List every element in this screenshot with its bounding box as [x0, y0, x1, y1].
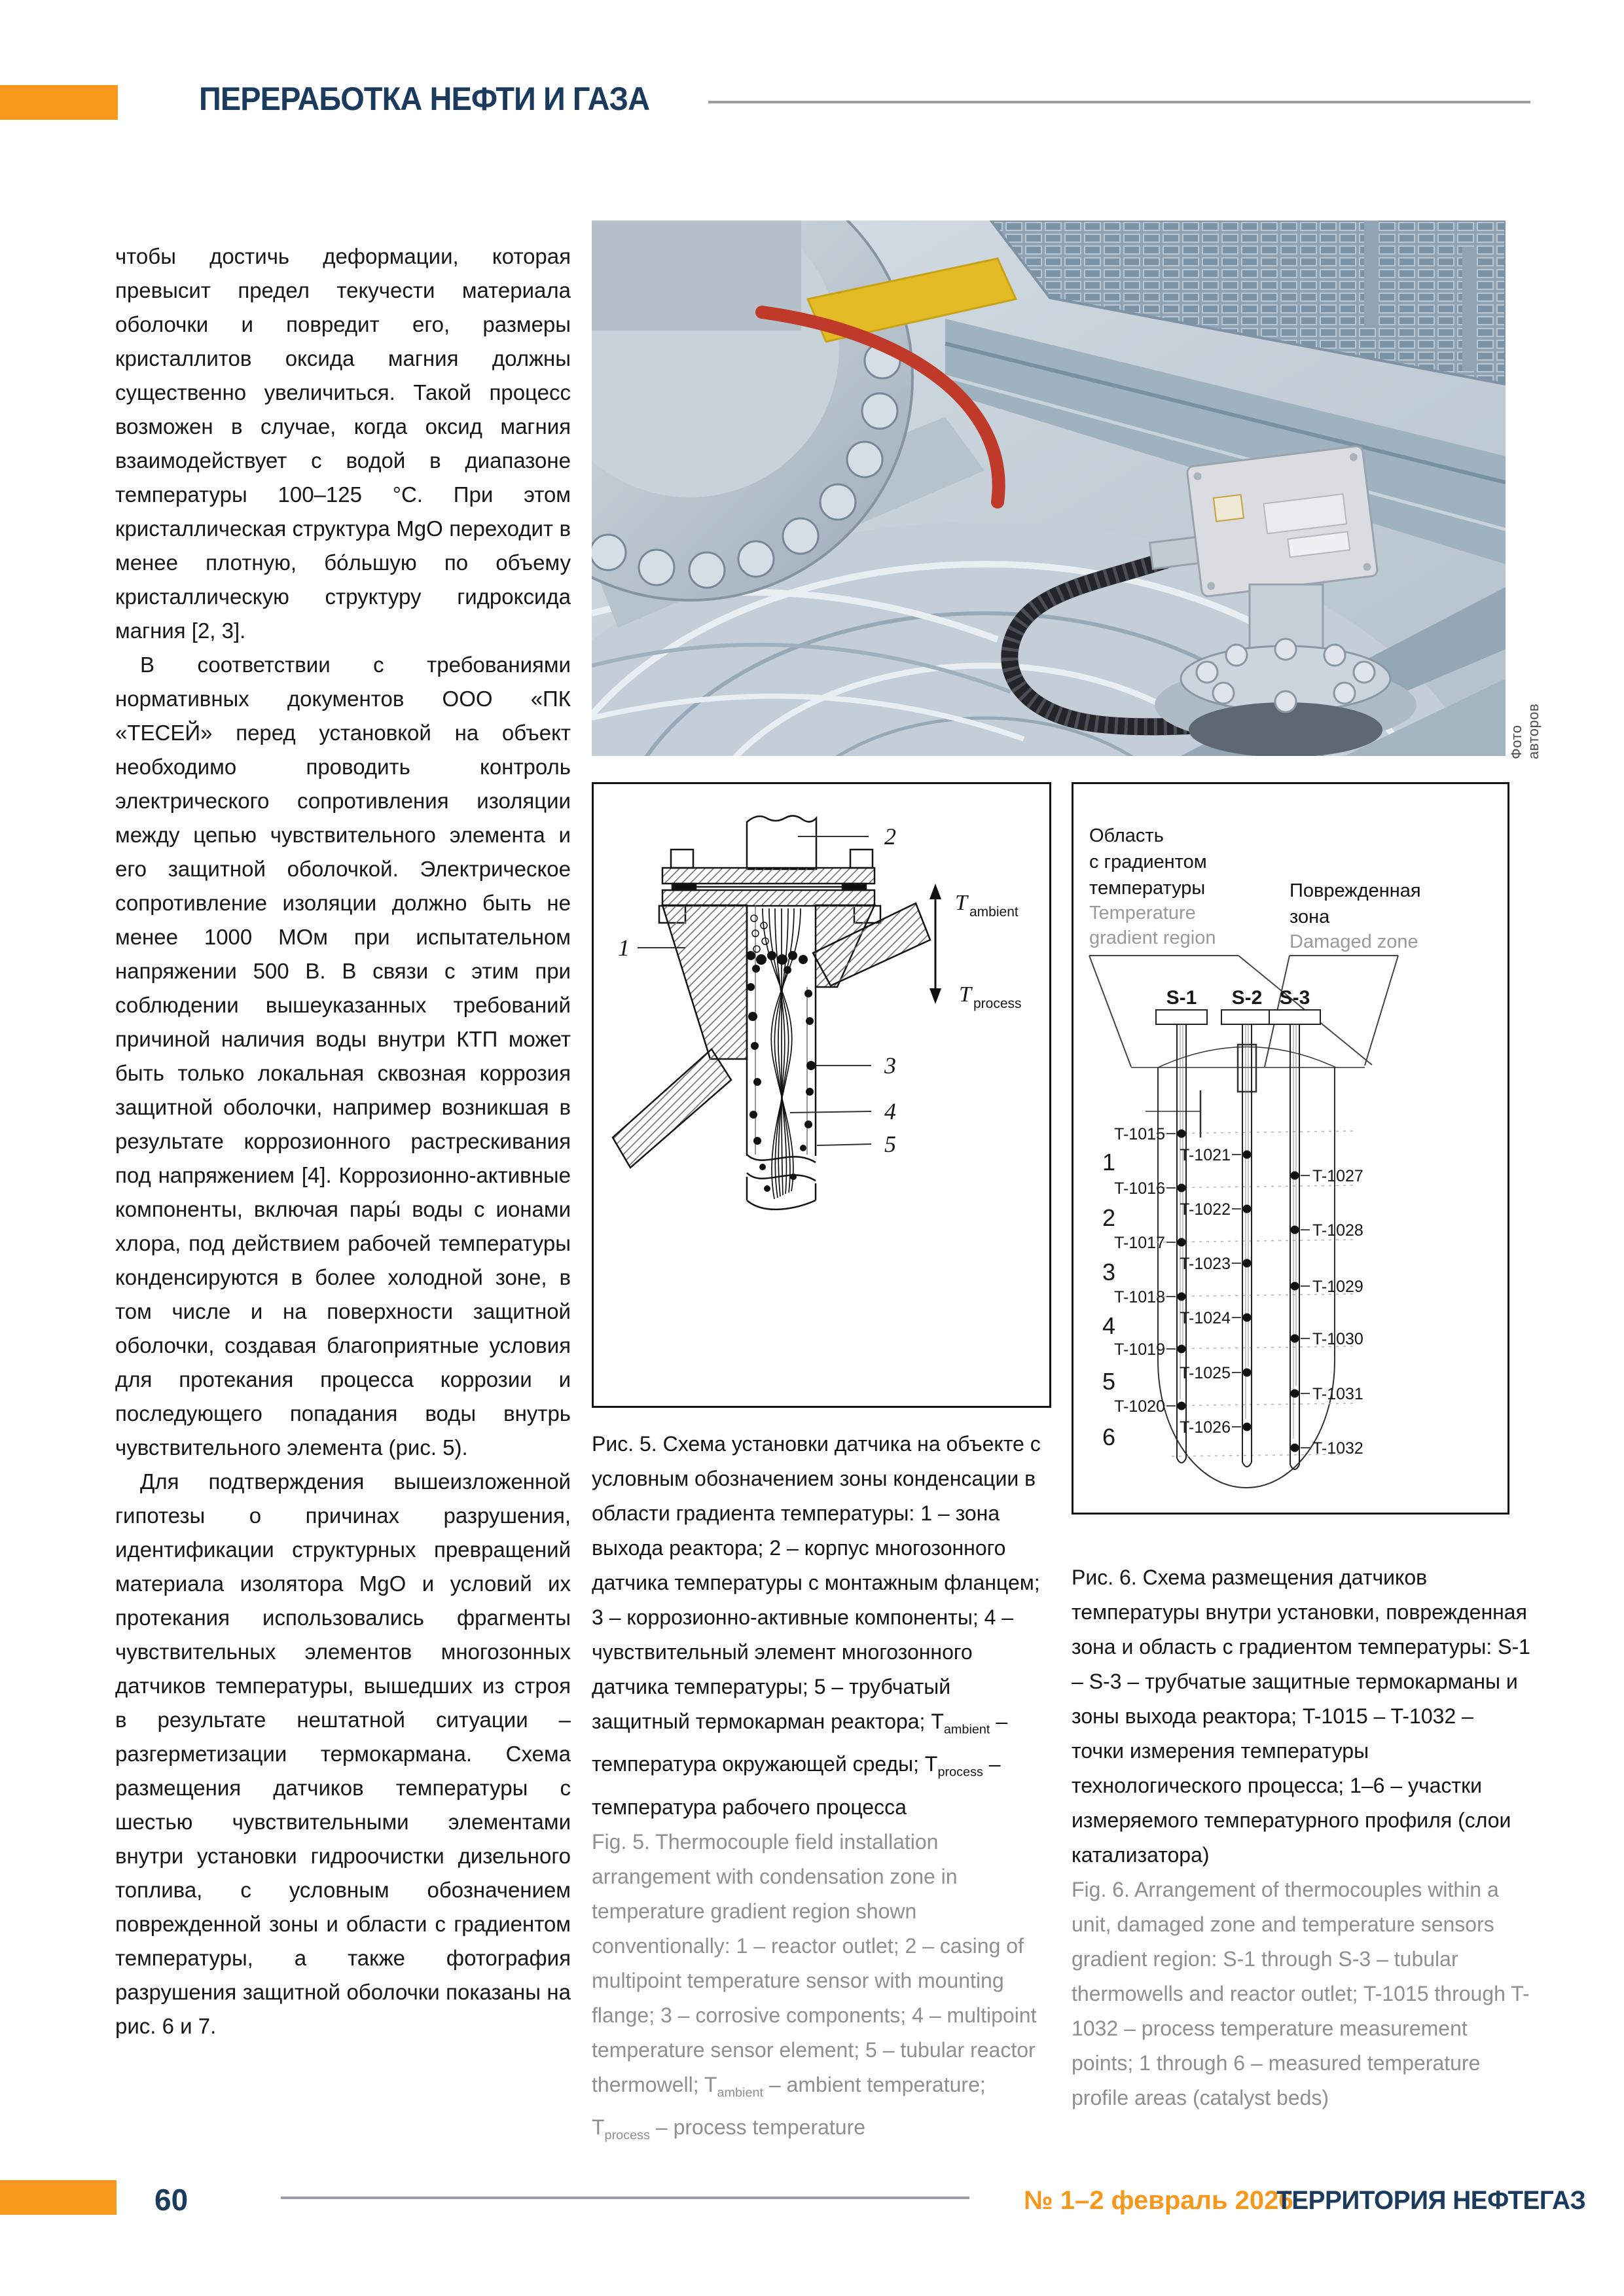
point-label: T-1026 [1180, 1418, 1231, 1437]
page-number: 60 [154, 2183, 189, 2217]
equipment-photo [592, 221, 1506, 756]
fig6-caption-ru: Рис. 6. Схема размещения датчиков температуры внутри установки, поврежденная зона и область с градиентом температуры: S-1 – S-3 – трубчатые защитные термокарманы и зоны выхода реактора; T-1015 – T-1032 – точки измерения температуры технологического процесса; 1–6 – участки измеряемого температурного профиля (слои катализатора) [1072, 1566, 1530, 1867]
t-process-symbol: T [959, 982, 971, 1007]
point-label: T-1027 [1312, 1167, 1363, 1185]
footer-issue: № 1–2 февраль 2026 [1024, 2186, 1293, 2215]
zone-number: 2 [1102, 1204, 1116, 1231]
t-ambient-symbol: T [955, 891, 967, 915]
article-paragraph: Для подтверждения вышеизложенной гипотезы о причинах разрушения, идентификации структурных превращений материала изолятора MgO и условий их протекания использовались фрагменты чувствительных элементов многозонных датчиков температуры, вышедших из строя в результате нештатной ситуации – разгерметизации термокармана. Схема размещения датчиков температуры с шестью чувствительными элементами внутри установки гидроочистки дизельного топлива, с условным обозначением поврежденной зоны и области с градиентом температуры, а также фотография разрушения защитной оболочки показаны на рис. 6 и 7. [115, 1469, 571, 2038]
fig5-caption-ru: Рис. 5. Схема установки датчика на объекте с условным обозначением зоны конденсации в области градиента температуры: 1 – зона выхода реактора; 2 – корпус многозонного датчика температуры с монтажным фланцем; 3 – коррозионно-активные компоненты; 4 – чувствительный элемент многозонного датчика температуры; 5 – трубчатый защитный термокарман реактора; $T_{ambient}$ – температура окружающей среды; $T_{process}$ – температура рабочего процесса [592, 1432, 1041, 1819]
region-label-en-2: gradient region [1089, 927, 1216, 948]
measurement-points [1178, 1130, 1299, 1452]
point-label: T-1018 [1114, 1288, 1165, 1306]
equipment-photo-art [592, 221, 1506, 756]
zone-number: 4 [1102, 1312, 1116, 1339]
sensor-casing [613, 816, 930, 1168]
fig6-caption-en: Fig. 6. Arrangement of thermocouples within a unit, damaged zone and temperature sensors gradient region: S-1 through S-3 – tubular thermowells and reactor outlet; T-1015 through T-1032 – process temperature measurement points; 1 through 6 – measured temperature profile areas (catalyst beds) [1072, 1878, 1530, 2109]
t-process-subscript: process [973, 996, 1022, 1011]
figure5-captions [592, 1427, 1046, 2153]
internal-marks [1146, 1045, 1256, 1138]
point-label: T-1028 [1312, 1221, 1363, 1240]
figure6-captions [1072, 1560, 1531, 2115]
region-label-ru-2: с градиентом [1089, 852, 1207, 872]
fig5-caption-en: Fig. 5. Thermocouple field installation arrangement with condensation zone in temperature gradient region shown conventionally: 1 – reactor outlet; 2 – casing of multipoint temperature sensor with mounting flange; 3 – corrosive components; 4 – multipoint temperature sensor element; 5 – tubular reactor thermowell; $T_{ambient}$ – ambient temperature; $T_{process}$ – process temperature [592, 1829, 1037, 2143]
point-label: T-1032 [1312, 1439, 1363, 1458]
point-leaders [1166, 1134, 1310, 1448]
footer-accent-block [0, 2180, 117, 2215]
region-label-ru-3: температуры [1089, 878, 1206, 899]
point-label: T-1031 [1312, 1385, 1363, 1403]
damaged-label-en: Damaged zone [1290, 931, 1418, 952]
point-labels-s3 [1312, 1167, 1363, 1458]
point-label: T-1025 [1180, 1364, 1231, 1382]
fig5-callout-3: 3 [884, 1052, 896, 1079]
article-text-column [115, 240, 571, 2043]
point-label: T-1020 [1114, 1397, 1165, 1416]
point-label: T-1029 [1312, 1278, 1363, 1296]
point-label: T-1030 [1312, 1330, 1363, 1348]
fig5-callout-4: 4 [884, 1098, 896, 1124]
article-paragraph: чтобы достичь деформации, которая превысит предел текучести материала оболочки и повредит его, размеры кристаллитов оксида магния должны существенно увеличиться. Такой процесс возможен в случае, когда оксид магния взаимодействует с водой в диапазоне температуры 100–125 °С. При этом кристаллическая структура MgO переходит в менее плотную, бо́льшую по объему кристаллическую структуру гидроксида магния [2, 3]. [115, 244, 571, 643]
damaged-label-ru-1: Поврежденная [1290, 880, 1421, 901]
well-label-s3: S-3 [1279, 987, 1310, 1009]
well-label-s1: S-1 [1166, 987, 1197, 1009]
damaged-label-ru-2: зона [1290, 906, 1330, 927]
footer-journal: ТЕРРИТОРИЯ НЕФТЕГАЗ [1276, 2186, 1586, 2215]
article-paragraph: В соответствии с требованиями нормативных документов ООО «ПК «ТЕСЕЙ» перед установкой на объект необходимо проводить контроль электрического сопротивления изоляции между цепью чувствительного элемента и его защитной оболочкой. Электрическое сопротивление изоляции должно быть не менее 1000 МОм при испытательном напряжении 500 В. В связи с этим при соблюдении вышеуказанных требований причиной наличия воды внутри КТП может быть только локальная сквозная коррозия защитной оболочки, например возникшая в результате коррозионного растрескивания под напряжением [4]. Коррозионно-активные компоненты, включая пары́ воды с ионами хлора, под действием рабочей температуры конденсируются в более холодной зоне, в том числе и на поверхности защитной оболочки, создавая благоприятные условия для протекания процесса коррозии и последующего попадания воды внутрь чувствительного элемента (рис. 5). [115, 653, 571, 1460]
section-title: ПЕРЕРАБОТКА НЕФТИ И ГАЗА [199, 81, 650, 117]
point-label: T-1022 [1180, 1200, 1231, 1219]
figure5-diagram [592, 782, 1051, 1408]
point-label: T-1016 [1114, 1179, 1165, 1198]
region-label-en-1: Temperature [1089, 903, 1196, 924]
point-label: T-1015 [1114, 1125, 1165, 1143]
zone-number: 1 [1102, 1149, 1116, 1175]
point-label: T-1024 [1180, 1309, 1231, 1327]
fig5-callout-1: 1 [618, 935, 630, 961]
photo-credit: Фото авторов [1508, 703, 1542, 759]
point-labels-s2 [1180, 1146, 1231, 1437]
zone-number: 5 [1102, 1368, 1116, 1395]
figure6-art [1074, 784, 1504, 1509]
zone-numbers [1102, 1149, 1115, 1450]
point-label: T-1023 [1180, 1255, 1231, 1273]
point-label: T-1019 [1114, 1340, 1165, 1359]
zone-number: 3 [1102, 1259, 1116, 1285]
insulation-bubbles [751, 915, 768, 952]
footer-rule [281, 2197, 969, 2199]
fig5-callout-2: 2 [884, 823, 896, 850]
region-label-ru-1: Область [1089, 825, 1164, 846]
fig5-callout-5: 5 [884, 1131, 896, 1157]
figure6-diagram [1072, 782, 1509, 1515]
point-label: T-1017 [1114, 1234, 1165, 1252]
well-label-s2: S-2 [1231, 987, 1263, 1009]
point-label: T-1021 [1180, 1146, 1231, 1164]
zone-number: 6 [1102, 1424, 1116, 1450]
thermowell-s2 [1221, 987, 1272, 1467]
header-accent-block [0, 85, 118, 120]
header-rule [708, 101, 1530, 103]
figure5-art [594, 784, 1045, 1402]
temperature-gradient-arrow [929, 884, 941, 1004]
t-ambient-subscript: ambient [969, 905, 1019, 920]
